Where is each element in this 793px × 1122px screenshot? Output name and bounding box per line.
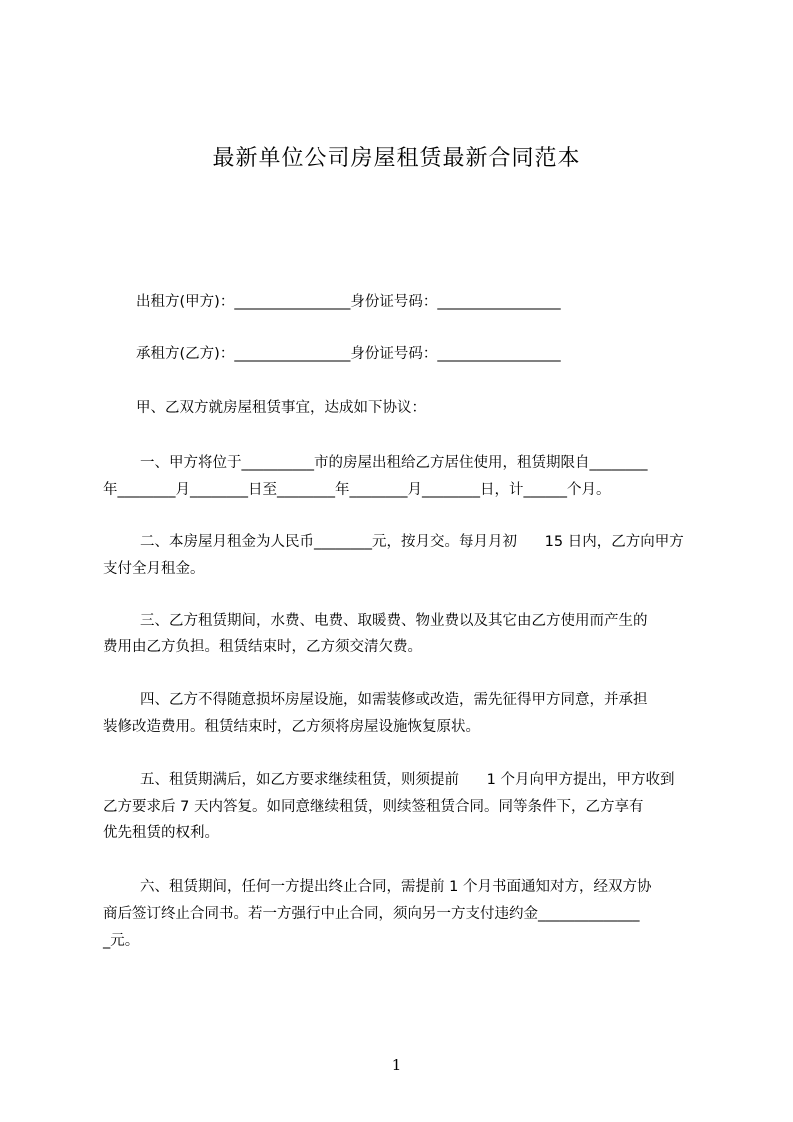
clause-5-line-2: 乙方要求后 7 天内答复。如同意继续租赁，则续签租赁合同。同等条件下，乙方享有 (103, 799, 644, 815)
page-number: 1 (391, 1056, 402, 1074)
party-b-line: 承租方(乙方)：________________身份证号码：_________________ (136, 346, 561, 362)
party-a-line: 出租方(甲方)：________________身份证号码：_________________ (136, 294, 561, 310)
clause-5-line-1: 五、租赁期满后，如乙方要求继续租赁，则须提前 1 个月向甲方提出，甲方收到 (140, 772, 675, 788)
clause-6-line-2: 商后签订终止合同书。若一方强行中止合同，须向另一方支付违约金______________ (103, 906, 640, 922)
clause-5-line-3: 优先租赁的权利。 (103, 825, 219, 841)
clause-2-line-2: 支付全月租金。 (103, 561, 205, 577)
clause-2-line-1: 二、本房屋月租金为人民币________元，按月交。每月月初 15 日内，乙方向甲方 (140, 534, 684, 550)
clause-4-line-2: 装修改造费用。租赁结束时，乙方须将房屋设施恢复原状。 (103, 719, 480, 735)
document-title: 最新单位公司房屋租赁最新合同范本 (212, 146, 581, 171)
clause-1-line-2: 年________月________日至________年________月________日，计______个月。 (103, 482, 611, 498)
clause-1-line-1: 一、甲方将位于__________市的房屋出租给乙方居住使用，租赁期限自________ (140, 455, 648, 471)
clause-3-line-2: 费用由乙方负担。租赁结束时，乙方须交清欠费。 (103, 639, 422, 655)
clause-6-line-3: _元。 (103, 933, 140, 949)
clause-6-line-1: 六、租赁期间，任何一方提出终止合同，需提前 1 个月书面通知对方，经双方协 (140, 879, 652, 895)
clause-3-line-1: 三、乙方租赁期间，水费、电费、取暖费、物业费以及其它由乙方使用而产生的 (140, 613, 648, 629)
clause-4-line-1: 四、乙方不得随意损坏房屋设施，如需装修或改造，需先征得甲方同意，并承担 (140, 692, 648, 708)
intro-line: 甲、乙双方就房屋租赁事宜，达成如下协议： (136, 400, 426, 416)
